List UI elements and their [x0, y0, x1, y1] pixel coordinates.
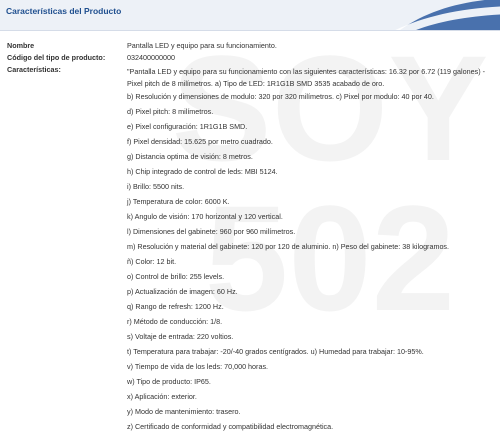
list-item: h) Chip integrado de control de leds: MBI 5124. [127, 167, 278, 176]
list-item: e) Pixel configuración: 1R1G1B SMD. [127, 122, 248, 131]
list-item: t) Temperatura para trabajar: -20/-40 grados centígrados. u) Humedad para trabajar: 10-95%. [127, 347, 424, 356]
list-item: z) Certificado de conformidad y compatibilidad electromagnética. [127, 422, 334, 431]
list-item: y) Modo de mantenimiento: trasero. [127, 407, 241, 416]
field-values [127, 40, 487, 434]
list-item: o) Control de brillo: 255 levels. [127, 272, 225, 281]
list-item: m) Resolución y material del gabinete: 120 por 120 de aluminio. n) Peso del gabinete: 38 kilogramos. [127, 242, 450, 251]
name-label: Nombre [7, 41, 35, 50]
characteristics-intro: "Pantalla LED y equipo para su funcionamiento con las siguientes características: 16.32 por 6.72 (119 galones) - Pixel pitch de 8 milímetros. a) Tipo de LED: 1R1G1B SMD 3535 acabado de oro. [127, 67, 486, 88]
list-item: ñ) Color: 12 bit. [127, 257, 177, 266]
characteristics-list [127, 89, 487, 434]
code-value: 032400000000 [127, 53, 175, 62]
code-label: Código del tipo de producto: [7, 53, 106, 62]
field-labels [7, 40, 125, 76]
list-item: v) Tiempo de vida de los leds: 70,000 horas. [127, 362, 269, 371]
list-item: l) Dimensiones del gabinete: 960 por 960 milímetros. [127, 227, 296, 236]
list-item: r) Método de conducción: 1/8. [127, 317, 223, 326]
list-item: q) Rango de refresh: 1200 Hz. [127, 302, 224, 311]
list-item: s) Voltaje de entrada: 220 voltios. [127, 332, 234, 341]
list-item: w) Tipo de producto: IP65. [127, 377, 211, 386]
list-item: p) Actualización de imagen: 60 Hz. [127, 287, 238, 296]
section-header [0, 0, 500, 31]
list-item: j) Temperatura de color: 6000 K. [127, 197, 230, 206]
list-item: f) Pixel densidad: 15.625 por metro cuadrado. [127, 137, 273, 146]
list-item: d) Pixel pitch: 8 milímetros. [127, 107, 214, 116]
list-item: b) Resolución y dimensiones de modulo: 320 por 320 milímetros. c) Pixel por modulo: 40 por 40. [127, 92, 434, 101]
list-item: i) Brillo: 5500 nits. [127, 182, 185, 191]
features-label: Características: [7, 65, 61, 74]
list-item: x) Aplicación: exterior. [127, 392, 197, 401]
list-item: g) Distancia optima de visión: 8 metros. [127, 152, 253, 161]
section-title: Características del Producto [6, 6, 122, 16]
decorative-swoosh-icon [380, 0, 500, 31]
name-value: Pantalla LED y equipo para su funcionamiento. [127, 41, 277, 50]
list-item: k) Angulo de visión: 170 horizontal y 120 vertical. [127, 212, 283, 221]
